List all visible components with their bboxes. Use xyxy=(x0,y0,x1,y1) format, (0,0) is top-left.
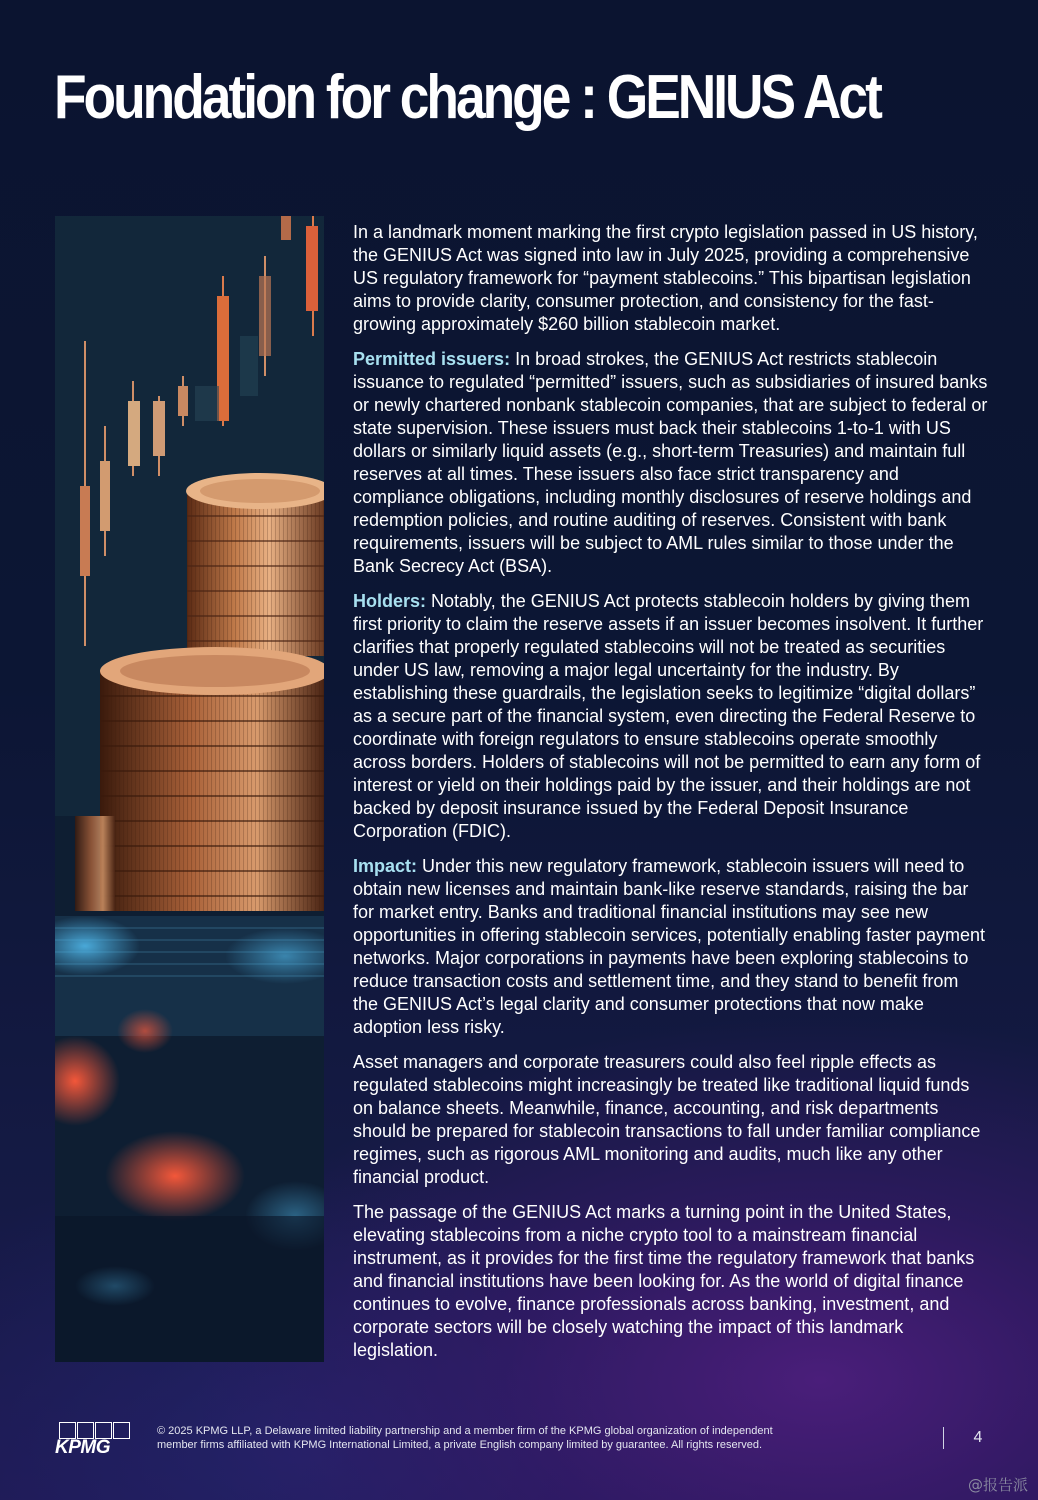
conclusion-paragraph: The passage of the GENIUS Act marks a turning point in the United States, elevating stablecoins from a niche crypto tool to a mainstream financial instrument, as it provides for the first time the regulatory framework that banks and financial institutions have been looking for. As the world of digital finance continues to evolve, finance professionals across banking, investment, and corporate sectors will be closely watching the impact of this landmark legislation. xyxy=(353,1202,975,1360)
impact-text: Under this new regulatory framework, stablecoin issuers will need to obtain new licenses and maintain bank-like reserve standards, raising the bar for market entry. Banks and traditional financial institutions may see new opportunities in offering stablecoin services, potentially enabling faster payment networks. Major corporations in payments have been exploring stablecoins to reduce transaction costs and settlement time, and they stand to benefit from the GENIUS Act’s legal clarity and consumer protections that now make adoption less risky. xyxy=(353,856,986,1037)
footer-divider xyxy=(943,1427,944,1449)
copyright-line-1: © 2025 KPMG LLP, a Delaware limited liability partnership and a member firm of the KPMG global organization of independent xyxy=(157,1425,773,1437)
kpmg-logo xyxy=(55,1422,131,1458)
permitted-issuers-text: In broad strokes, the GENIUS Act restricts stablecoin issuance to regulated “permitted” issuers, such as subsidiaries of insured banks or newly chartered nonbank stablecoin companies, that are subject to federal or state supervision. These issuers must back their stablecoins 1-to-1 with US dollars or similarly liquid assets (e.g., short-term Treasuries) and maintain full reserves at all times. These issuers also face strict transparency and compliance obligations, including monthly disclosures of reserve holdings and redemption policies, and routine auditing of reserves. Consistent with bank requirements, issuers will be subject to AML rules similar to those under the Bank Secrecy Act (BSA). xyxy=(353,349,988,576)
page-number: 4 xyxy=(973,1429,983,1446)
asset-managers-paragraph: Asset managers and corporate treasurers could also feel ripple effects as regulated stablecoins might increasingly be treated like traditional liquid funds on balance sheets. Meanwhile, finance, accounting, and risk departments should be prepared for stablecoin transactions to fall under familiar compliance regimes, such as rigorous AML monitoring and audits, much like any other financial product. xyxy=(353,1052,981,1187)
permitted-issuers-heading: Permitted issuers: xyxy=(353,349,511,369)
impact-heading: Impact: xyxy=(353,856,418,876)
page-title: Foundation for change : GENIUS Act xyxy=(54,63,880,132)
article-body xyxy=(353,221,988,1374)
copyright-line-2: member firms affiliated with KPMG International Limited, a private English company limited by guarantee. All rights reserved. xyxy=(157,1439,763,1451)
holders-paragraph xyxy=(353,590,988,843)
intro-paragraph: In a landmark moment marking the first crypto legislation passed in US history, the GENIUS Act was signed into law in July 2025, providing a comprehensive US regulatory framework for “payment stablecoins.” This bipartisan legislation aims to provide clarity, consumer protection, and consistency for the fast-growing approximately $260 billion stablecoin market. xyxy=(353,222,978,334)
impact-paragraph xyxy=(353,855,988,1039)
coin-stacks-photo xyxy=(55,216,324,1362)
holders-heading: Holders: xyxy=(353,591,427,611)
copyright-notice xyxy=(157,1424,857,1452)
holders-text: Notably, the GENIUS Act protects stablecoin holders by giving them first priority to claim the reserve assets if an issuer becomes insolvent. It further clarifies that properly regulated stablecoins will not be treated as securities under US law, removing a major legal uncertainty for the industry. By establishing these guardrails, the legislation seeks to legitimize “digital dollars” as a secure part of the financial system, even directing the Federal Reserve to coordinate with foreign regulators to ensure stablecoins operate smoothly across borders. Holders of stablecoins will not be permitted to earn any form of interest or yield on their holdings paid by the issuer, and their holdings are not backed by deposit insurance issued by the Federal Deposit Insurance Corporation (FDIC). xyxy=(353,591,984,841)
kpmg-logo-text: KPMG xyxy=(55,1437,110,1458)
permitted-issuers-paragraph xyxy=(353,348,988,578)
watermark: @报告派 xyxy=(967,1476,1028,1494)
